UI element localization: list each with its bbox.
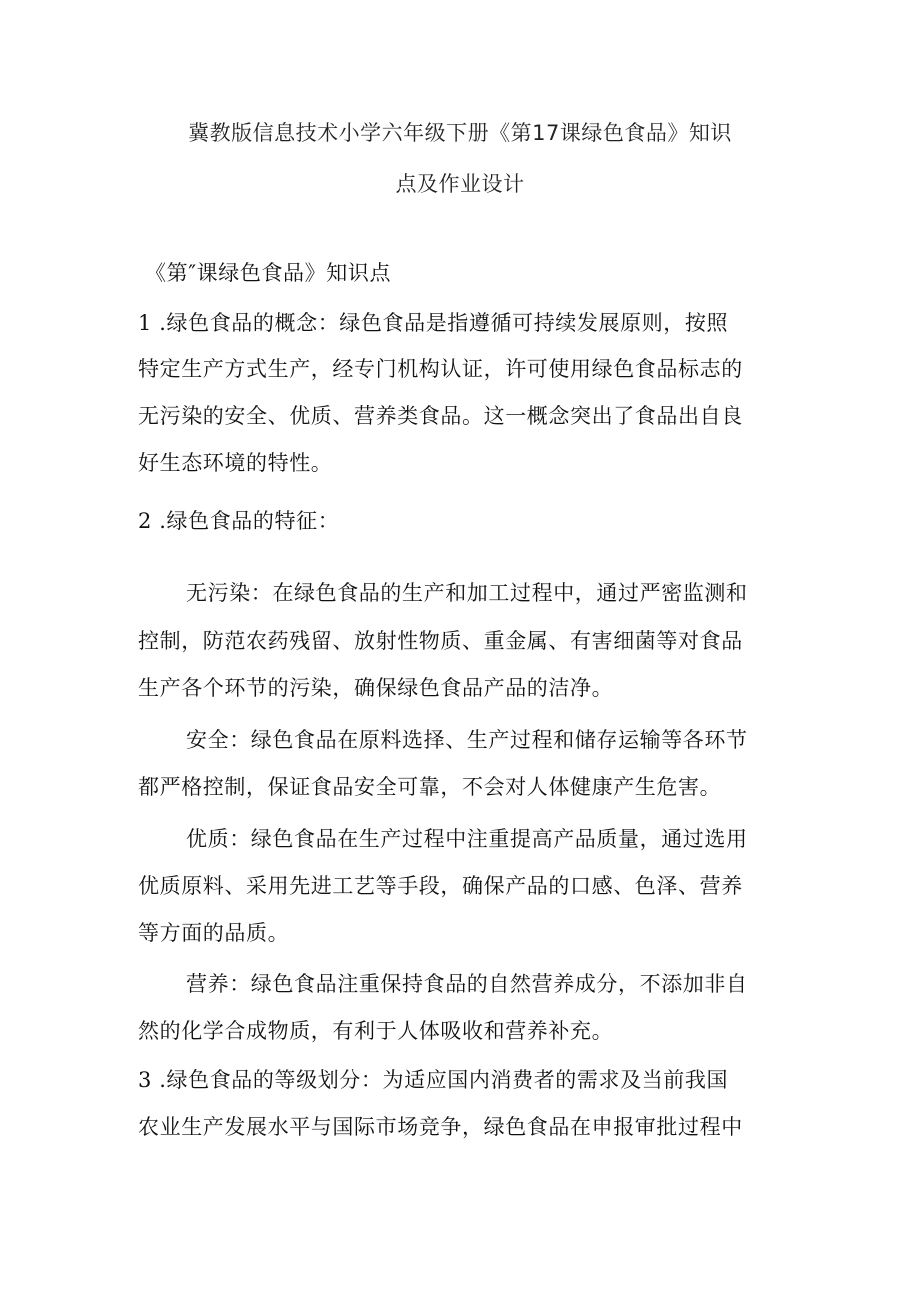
- document-title-line-2: 点及作业设计: [395, 172, 525, 196]
- feature-1-line-1: 无污染：在绿色食品的生产和加工过程中，通过严密监测和: [186, 581, 748, 605]
- paragraph-1-line-3: 无污染的安全、优质、营养类食品。这一概念突出了食品出自良: [138, 404, 743, 428]
- paragraph-2-heading: 2 .绿色食品的特征：: [138, 509, 340, 533]
- feature-4-line-1: 营养：绿色食品注重保持食品的自然营养成分，不添加非自: [186, 972, 748, 996]
- feature-1-line-2: 控制，防范农药残留、放射性物质、重金属、有害细菌等对食品: [138, 629, 743, 653]
- paragraph-1-line-4: 好生态环境的特性。: [138, 451, 333, 475]
- paragraph-1-line-2: 特定生产方式生产，经专门机构认证，许可使用绿色食品标志的: [138, 357, 743, 381]
- feature-3-line-2: 优质原料、采用先进工艺等手段，确保产品的口感、色泽、营养: [138, 874, 743, 898]
- feature-4-line-2: 然的化学合成物质，有利于人体吸收和营养补充。: [138, 1019, 614, 1043]
- document-title-line-1: 冀教版信息技术小学六年级下册《第17课绿色食品》知识: [188, 121, 732, 145]
- feature-1-line-3: 生产各个环节的污染，确保绿色食品产品的洁净。: [138, 676, 614, 700]
- feature-2-line-1: 安全：绿色食品在原料选择、生产过程和储存运输等各环节: [186, 728, 748, 752]
- feature-3-line-3: 等方面的品质。: [138, 921, 290, 945]
- paragraph-3-line-1: 3 .绿色食品的等级划分：为适应国内消费者的需求及当前我国: [138, 1068, 729, 1092]
- feature-3-line-1: 优质：绿色食品在生产过程中注重提高产品质量，通过选用: [186, 827, 748, 851]
- paragraph-1-line-1: 1 .绿色食品的概念：绿色食品是指遵循可持续发展原则，按照: [138, 311, 729, 335]
- paragraph-3-line-2: 农业生产发展水平与国际市场竞争，绿色食品在申报审批过程中: [138, 1115, 743, 1139]
- feature-2-line-2: 都严格控制，保证食品安全可靠，不会对人体健康产生危害。: [138, 775, 722, 799]
- section-heading: 《第″课绿色食品》知识点: [145, 261, 392, 285]
